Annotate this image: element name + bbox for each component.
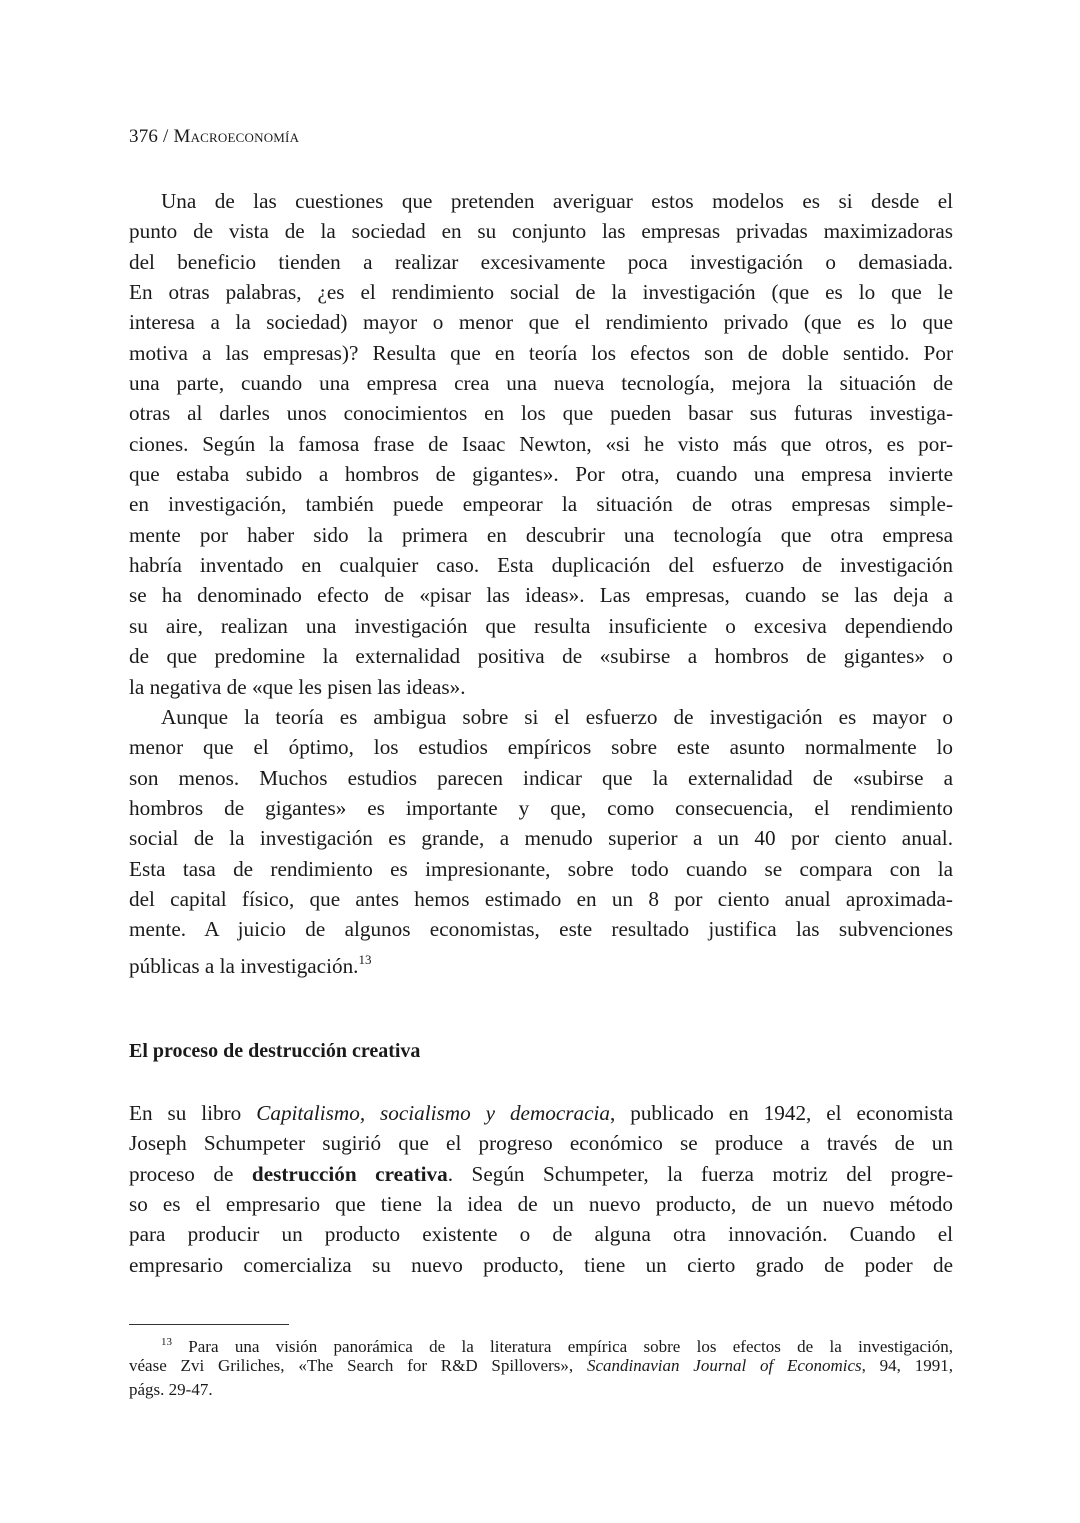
text-segment: del capital físico, que antes hemos estimado en un 8 por ciento anual aproximada- [129, 886, 953, 911]
text-segment: una parte, cuando una empresa crea una nueva tecnología, mejora la situación de [129, 371, 953, 396]
text-line [129, 884, 953, 914]
text-segment: habría inventado en cualquier caso. Esta duplicación del esfuerzo de investigación [129, 553, 953, 578]
text-segment: , 94, 1991, [861, 1356, 953, 1375]
text-line [129, 1159, 953, 1189]
text-line [129, 1219, 953, 1249]
running-header [129, 126, 299, 148]
text-line [129, 247, 953, 277]
text-line [129, 307, 953, 337]
text-line [129, 1250, 953, 1280]
footnote-marker: 13 [358, 951, 372, 967]
text-segment: que estaba subido a hombros de gigantes». Por otra, cuando una empresa invierte [129, 462, 953, 487]
footnote [129, 1330, 953, 1402]
text-line [129, 763, 953, 793]
text-line [129, 945, 953, 978]
text-segment: Esta tasa de rendimiento es impresionante, sobre todo cuando se compara con la [129, 856, 953, 881]
text-line [129, 1354, 953, 1378]
text-segment: punto de vista de la sociedad en su conjunto las empresas privadas maximizadoras [129, 219, 953, 244]
footnote-marker: 13 [161, 1336, 172, 1348]
text-line [129, 277, 953, 307]
text-line [129, 368, 953, 398]
text-line [129, 550, 953, 580]
text-line [129, 641, 953, 671]
text-line [129, 580, 953, 610]
text-line [129, 429, 953, 459]
text-segment: en investigación, también puede empeorar la situación de otras empresas simple- [129, 492, 953, 517]
text-segment: del beneficio tienden a realizar excesivamente poca investigación o demasiada. [129, 249, 953, 274]
text-segment: véase Zvi Griliches, «The Search for R&D Spillovers», [129, 1356, 587, 1375]
text-line [129, 611, 953, 641]
text-segment: para producir un producto existente o de alguna otra innovación. Cuando el [129, 1222, 953, 1247]
text-segment: otras al darles unos conocimientos en los que pueden basar sus futuras investiga- [129, 401, 953, 426]
text-segment: . Según Schumpeter, la fuerza motriz del progre- [447, 1161, 954, 1186]
body-text [129, 186, 953, 978]
text-line [129, 489, 953, 519]
paragraph [129, 702, 953, 978]
text-segment: son menos. Muchos estudios parecen indicar que la externalidad de «subirse a [129, 765, 953, 790]
text-line [129, 914, 953, 944]
text-segment: En su libro [129, 1101, 257, 1125]
text-segment: Aunque la teoría es ambigua sobre si el esfuerzo de investigación es mayor o [161, 704, 953, 729]
text-segment: hombros de gigantes» es importante y que, como consecuencia, el rendimiento [129, 795, 953, 820]
text-line [129, 216, 953, 246]
italic-title: Scandinavian Journal of Economics [586, 1356, 862, 1375]
bold-term: destrucción creativa [251, 1161, 448, 1186]
text-segment: págs. 29-47. [129, 1380, 213, 1399]
italic-title: Capitalismo, socialismo y democracia [256, 1101, 610, 1125]
text-segment: menor que el óptimo, los estudios empíricos sobre este asunto normalmente lo [129, 735, 953, 760]
text-line [129, 398, 953, 428]
text-line [129, 823, 953, 853]
running-title: Macroeconomía [173, 126, 300, 147]
text-segment: proceso de [129, 1161, 252, 1186]
text-line [129, 732, 953, 762]
text-line [129, 1098, 953, 1128]
text-segment: interesa a la sociedad) mayor o menor que el rendimiento privado (que es lo que [129, 310, 953, 335]
text-segment: so es el empresario que tiene la idea de un nuevo producto, de un nuevo método [129, 1192, 953, 1217]
text-segment: Una de las cuestiones que pretenden averiguar estos modelos es si desde el [161, 189, 953, 213]
text-line [129, 793, 953, 823]
text-line [129, 1378, 953, 1402]
text-segment: mente por haber sido la primera en descubrir una tecnología que otra empresa [129, 522, 953, 547]
text-line [129, 1330, 953, 1354]
footnote-rule [129, 1324, 289, 1325]
text-segment: públicas a la investigación. [129, 953, 359, 978]
section-heading: El proceso de destrucción creativa [129, 1040, 421, 1062]
text-line [129, 702, 953, 732]
text-segment: Para una visión panorámica de la literatura empírica sobre los efectos de la investigación, [172, 1337, 953, 1356]
text-segment: mente. A juicio de algunos economistas, este resultado justifica las subvenciones [129, 917, 953, 942]
text-segment: Joseph Schumpeter sugirió que el progreso económico se produce a través de un [129, 1131, 953, 1156]
page-number: 376 [129, 126, 159, 147]
text-line [129, 1128, 953, 1158]
text-segment: motiva a las empresas)? Resulta que en teoría los efectos son de doble sentido. Por [129, 340, 953, 365]
text-line [129, 1189, 953, 1219]
paragraph [129, 1098, 953, 1280]
text-segment: ciones. Según la famosa frase de Isaac Newton, «si he visto más que otros, es por- [129, 431, 953, 456]
text-segment: de que predomine la externalidad positiva de «subirse a hombros de gigantes» o [129, 644, 953, 669]
text-segment: , publicado en 1942, el economista [610, 1101, 953, 1125]
text-line [129, 459, 953, 489]
text-line [129, 672, 953, 702]
paragraph [129, 186, 953, 702]
text-segment: social de la investigación es grande, a menudo superior a un 40 por ciento anual. [129, 826, 953, 851]
text-line [129, 338, 953, 368]
text-segment: la negativa de «que les pisen las ideas». [129, 674, 466, 699]
text-segment: En otras palabras, ¿es el rendimiento social de la investigación (que es lo que le [129, 280, 953, 305]
text-segment: empresario comercializa su nuevo producto, tiene un cierto grado de poder de [129, 1252, 953, 1277]
text-line [129, 520, 953, 550]
text-line [129, 854, 953, 884]
text-segment: su aire, realizan una investigación que resulta insuficiente o excesiva dependiendo [129, 613, 953, 638]
text-segment: se ha denominado efecto de «pisar las ideas». Las empresas, cuando se las deja a [129, 583, 953, 608]
header-separator: / [158, 126, 174, 147]
section-body-text [129, 1098, 953, 1280]
text-line [129, 186, 953, 216]
